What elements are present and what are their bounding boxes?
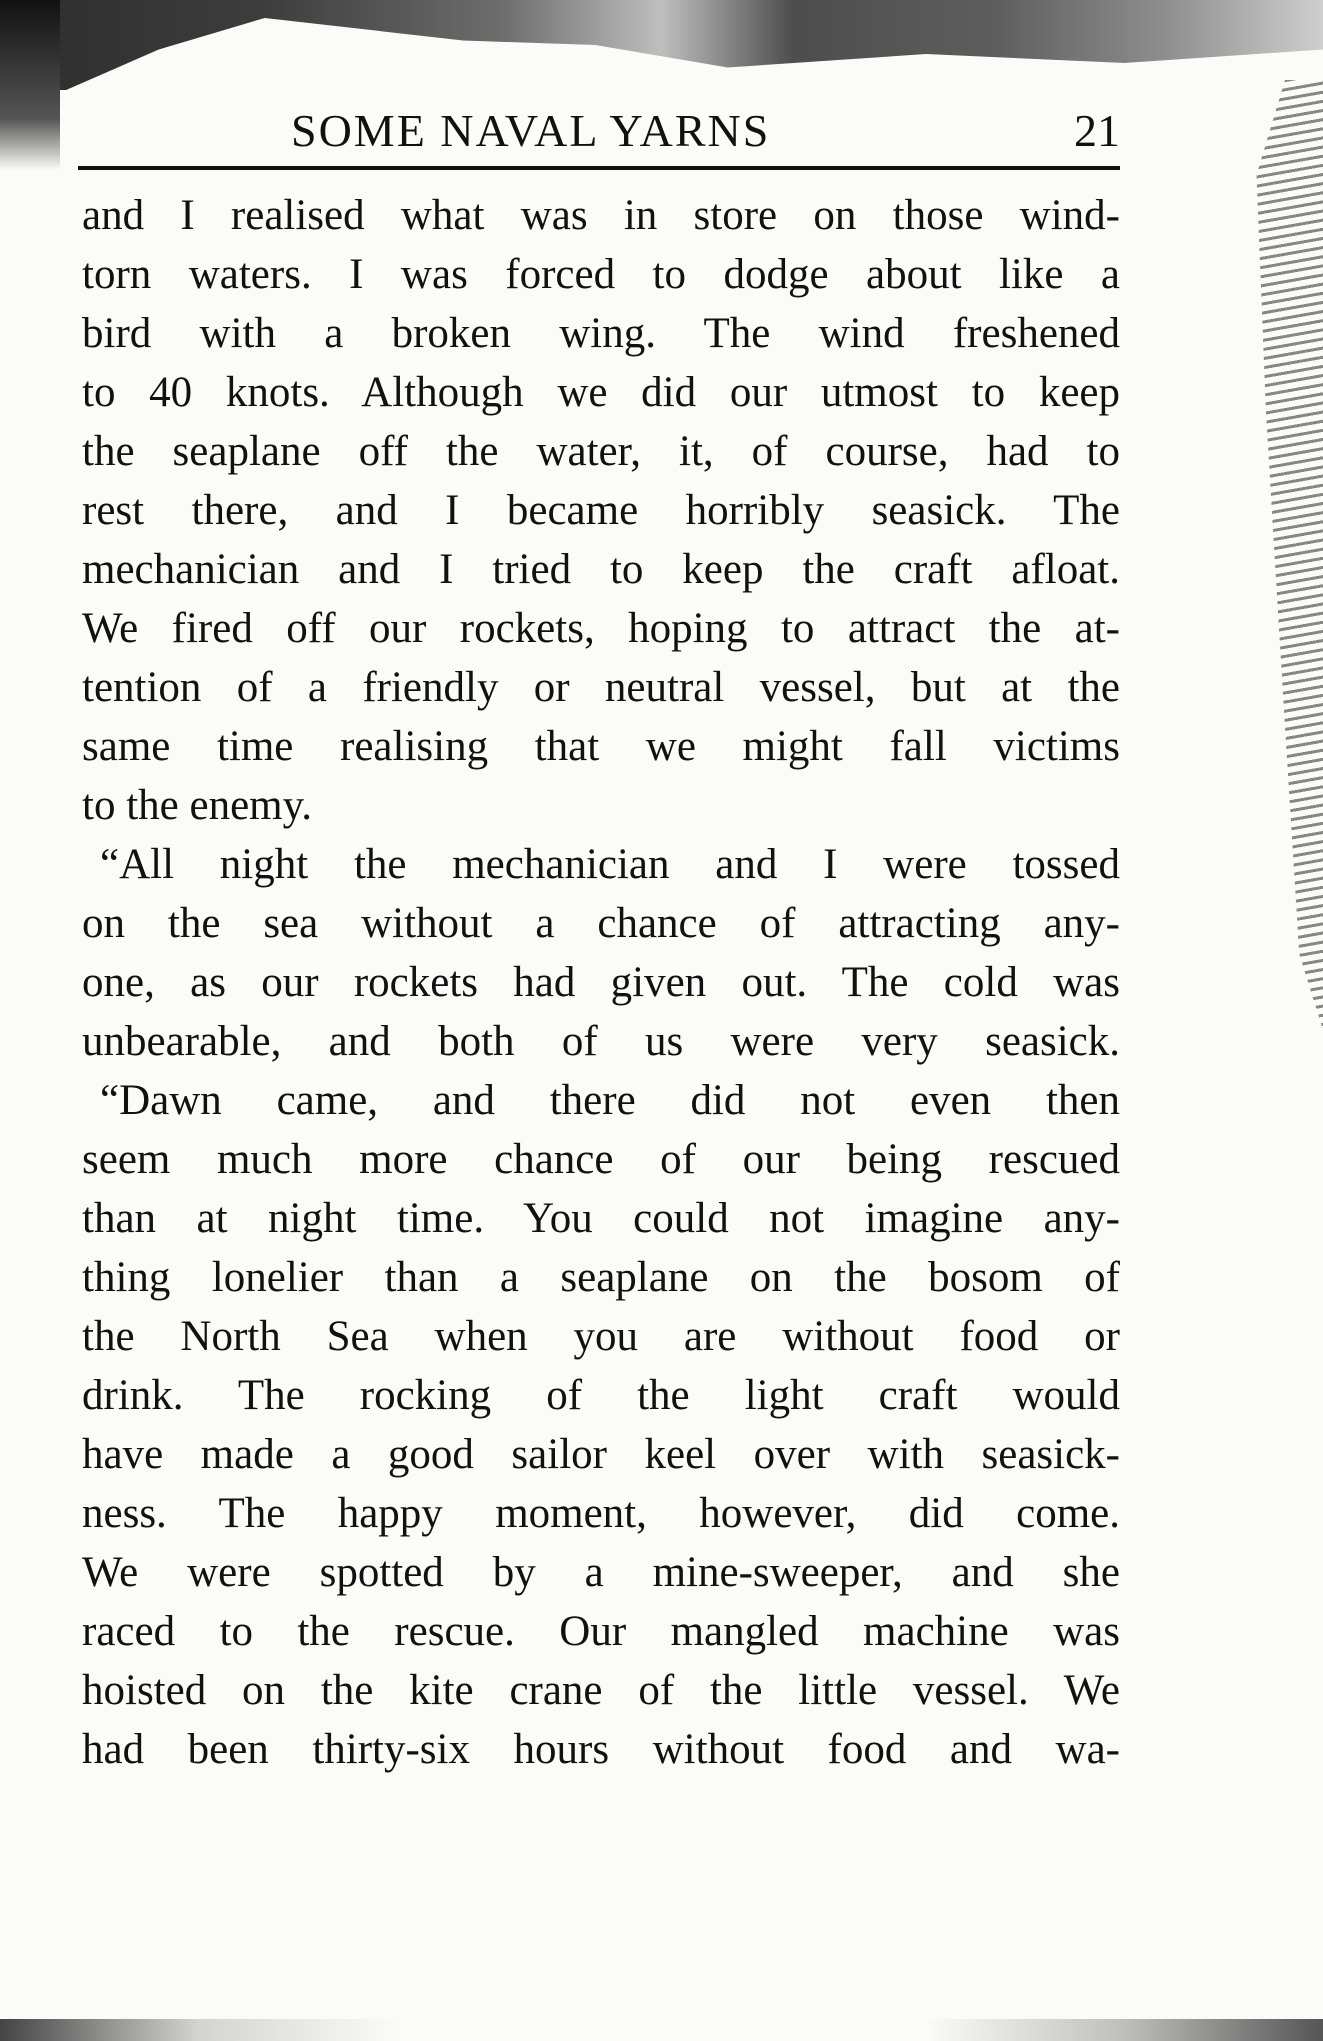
text-line: We fired off our rockets, hoping to attract the at-: [82, 605, 1120, 652]
text-line: to the enemy.: [82, 782, 313, 829]
text-line: mechanician and I tried to keep the craft afloat.: [82, 546, 1120, 593]
text-line: had been thirty-six hours without food and wa-: [82, 1726, 1120, 1773]
text-line: the North Sea when you are without food or: [82, 1313, 1120, 1360]
text-line: and I realised what was in store on those wind-: [82, 192, 1120, 239]
text-line: ness. The happy moment, however, did come.: [82, 1490, 1120, 1537]
text-line: drink. The rocking of the light craft would: [82, 1372, 1120, 1419]
scan-edge-top: [0, 0, 1323, 90]
scan-edge-bottom: [0, 2019, 1323, 2041]
scan-edge-left: [0, 0, 60, 170]
page-number: 21: [1074, 105, 1120, 156]
text-line: to 40 knots. Although we did our utmost to keep: [82, 369, 1120, 416]
text-line: same time realising that we might fall victims: [82, 723, 1120, 770]
text-line: raced to the rescue. Our mangled machine was: [82, 1608, 1120, 1655]
scan-edge-right: [1228, 80, 1323, 1030]
text-line: thing lonelier than a seaplane on the bosom of: [82, 1254, 1120, 1301]
text-line: unbearable, and both of us were very seasick.: [82, 1018, 1120, 1065]
header-rule: [78, 166, 1120, 170]
text-line: seem much more chance of our being rescued: [82, 1136, 1120, 1183]
running-head: [78, 98, 1120, 164]
text-line: bird with a broken wing. The wind freshened: [82, 310, 1120, 357]
text-line: the seaplane off the water, it, of course, had to: [82, 428, 1120, 475]
text-line: hoisted on the kite crane of the little vessel. We: [82, 1667, 1120, 1714]
body-text: [82, 186, 1120, 1779]
text-line: torn waters. I was forced to dodge about like a: [82, 251, 1120, 298]
text-line: have made a good sailor keel over with seasick-: [82, 1431, 1120, 1478]
text-line: one, as our rockets had given out. The cold was: [82, 959, 1120, 1006]
text-line: tention of a friendly or neutral vessel, but at the: [82, 664, 1120, 711]
text-line: on the sea without a chance of attracting any-: [82, 900, 1120, 947]
text-line: than at night time. You could not imagine any-: [82, 1195, 1120, 1242]
text-line: We were spotted by a mine-sweeper, and she: [82, 1549, 1120, 1596]
text-line: rest there, and I became horribly seasick. The: [82, 487, 1120, 534]
running-head-title: SOME NAVAL YARNS: [291, 105, 771, 156]
text-line: “Dawn came, and there did not even then: [100, 1077, 1120, 1124]
text-line: “All night the mechanician and I were tossed: [100, 841, 1120, 888]
